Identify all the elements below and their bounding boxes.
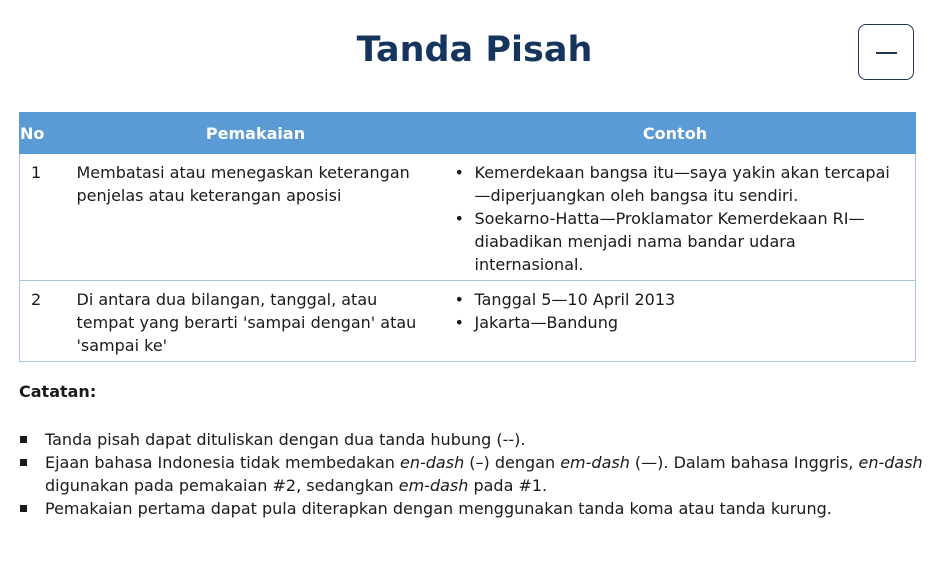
note-term: en-dash bbox=[858, 453, 923, 472]
note-term: em-dash bbox=[398, 476, 469, 495]
example-item bbox=[435, 311, 896, 334]
examples-list bbox=[435, 161, 916, 276]
table-row bbox=[20, 281, 916, 362]
example-item bbox=[435, 207, 896, 276]
example-item bbox=[435, 288, 896, 311]
example-text: Soekarno-Hatta—Proklamator Kemerdekaan RI—diabadikan menjadi nama bandar udara internasional. bbox=[474, 209, 865, 274]
note-text: Tanda pisah dapat dituliskan dengan dua tanda hubung (--). bbox=[45, 430, 526, 449]
row-number: 2 bbox=[20, 281, 77, 362]
notes-title: Catatan: bbox=[19, 382, 97, 401]
bullet-icon: • bbox=[454, 209, 464, 228]
examples-cell bbox=[435, 281, 916, 362]
table-header-row bbox=[20, 113, 916, 154]
note-text: (–) dengan bbox=[464, 453, 561, 472]
bullet-icon: • bbox=[454, 313, 464, 332]
note-text: digunakan pada pemakaian #2, sedangkan bbox=[45, 476, 399, 495]
square-bullet-icon bbox=[20, 459, 27, 466]
header-no: No bbox=[20, 113, 77, 154]
examples-cell bbox=[435, 154, 916, 281]
minus-icon bbox=[876, 52, 897, 54]
square-bullet-icon bbox=[20, 436, 27, 443]
note-text: pada #1. bbox=[468, 476, 548, 495]
row-number: 1 bbox=[20, 154, 77, 281]
dash-usage-table bbox=[19, 112, 916, 362]
note-text: Ejaan bahasa Indonesia tidak membedakan bbox=[45, 453, 401, 472]
example-text: Kemerdekaan bangsa itu—saya yakin akan tercapai—diperjuangkan oleh bangsa itu sendiri. bbox=[474, 163, 890, 205]
notes-list bbox=[19, 428, 924, 520]
page-title: Tanda Pisah bbox=[356, 30, 593, 70]
bullet-icon: • bbox=[454, 290, 464, 309]
note-item bbox=[19, 497, 924, 520]
note-term: en-dash bbox=[400, 453, 465, 472]
header-pemakaian: Pemakaian bbox=[77, 113, 435, 154]
examples-list bbox=[435, 288, 916, 334]
usage-description: Membatasi atau menegaskan keterangan penjelas atau keterangan aposisi bbox=[77, 154, 435, 281]
note-item bbox=[19, 428, 924, 451]
note-text: Pemakaian pertama dapat pula diterapkan dengan menggunakan tanda koma atau tanda kurung. bbox=[45, 499, 832, 518]
example-item bbox=[435, 161, 896, 207]
note-item bbox=[19, 451, 924, 497]
note-term: em-dash bbox=[560, 453, 630, 472]
example-text: Jakarta—Bandung bbox=[474, 313, 618, 332]
square-bullet-icon bbox=[20, 505, 27, 512]
table-row bbox=[20, 154, 916, 281]
bullet-icon: • bbox=[454, 163, 464, 182]
note-text: (—). Dalam bahasa Inggris, bbox=[629, 453, 859, 472]
usage-description: Di antara dua bilangan, tanggal, atau tempat yang berarti 'sampai dengan' atau 'sampai ke' bbox=[77, 281, 435, 362]
collapse-button[interactable] bbox=[858, 24, 914, 80]
example-text: Tanggal 5—10 April 2013 bbox=[474, 290, 676, 309]
header-contoh: Contoh bbox=[435, 113, 916, 154]
